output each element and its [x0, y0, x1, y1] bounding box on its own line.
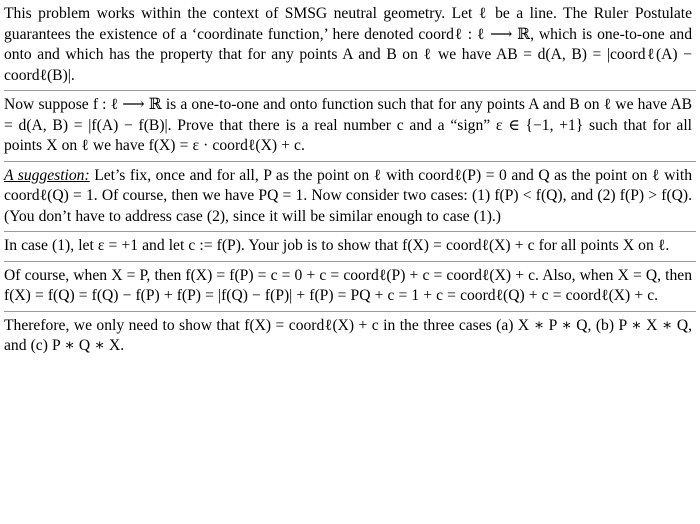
- paragraph-remaining-cases: Therefore, we only need to show that f(X) = coordℓ(X) + c in the three cases (a) X ∗ P ∗ Q, (b) P ∗ X ∗ Q, and (c) P ∗ Q ∗ X.: [4, 316, 692, 354]
- suggestion-text: Let’s fix, once and for all, P as the point on ℓ with coordℓ(P) = 0 and Q as the point on ℓ with coordℓ(Q) = 1. Of course, then we have PQ = 1. Now consider two cases: (1) f(P) < f(Q), and (2) f(P) > f(Q). (You don’t have to address case (2), since it will be similar enough to case (1).): [4, 166, 693, 225]
- paragraph-verification: Of course, when X = P, then f(X) = f(P) = c = 0 + c = coordℓ(P) + c = coordℓ(X) + c. Also, when X = Q, then f(X) = f(Q) = f(Q) − f(P) + f(P) = |f(Q) − f(P)| + f(P) = PQ + c = 1 + c = coordℓ(Q) + c = coordℓ(X) + c.: [4, 266, 692, 304]
- paragraph-divider: [4, 261, 696, 262]
- paragraph-case-one: In case (1), let ε = +1 and let c := f(P). Your job is to show that f(X) = coordℓ(X) + c for all points X on ℓ.: [4, 237, 670, 254]
- paragraph-divider: [4, 161, 696, 162]
- paragraph-problem-statement: Now suppose f : ℓ ⟶ ℝ is a one-to-one and onto function such that for any points A and B on ℓ we have AB = d(A, B) = |f(A) − f(B)|. Prove that there is a real number c and a “sign” ε ∈ {−1, +1} such that for all points X on ℓ we have f(X) = ε · coordℓ(X) + c.: [4, 96, 692, 154]
- paragraph-divider: [4, 231, 696, 232]
- paragraph-ruler-postulate: This problem works within the context of SMSG neutral geometry. Let ℓ be a line. The Ruler Postulate guarantees the existence of a ‘coordinate function,’ here denoted coordℓ : ℓ ⟶ ℝ, which is one-to-one and onto and which has the property that for any points A and B on ℓ we have AB = d(A, B) = |coordℓ(A) − coordℓ(B)|.: [4, 5, 692, 84]
- paragraph-divider: [4, 311, 696, 312]
- paragraph-suggestion: [4, 166, 692, 228]
- paragraph-divider: [4, 90, 696, 91]
- suggestion-label: A suggestion:: [4, 166, 90, 184]
